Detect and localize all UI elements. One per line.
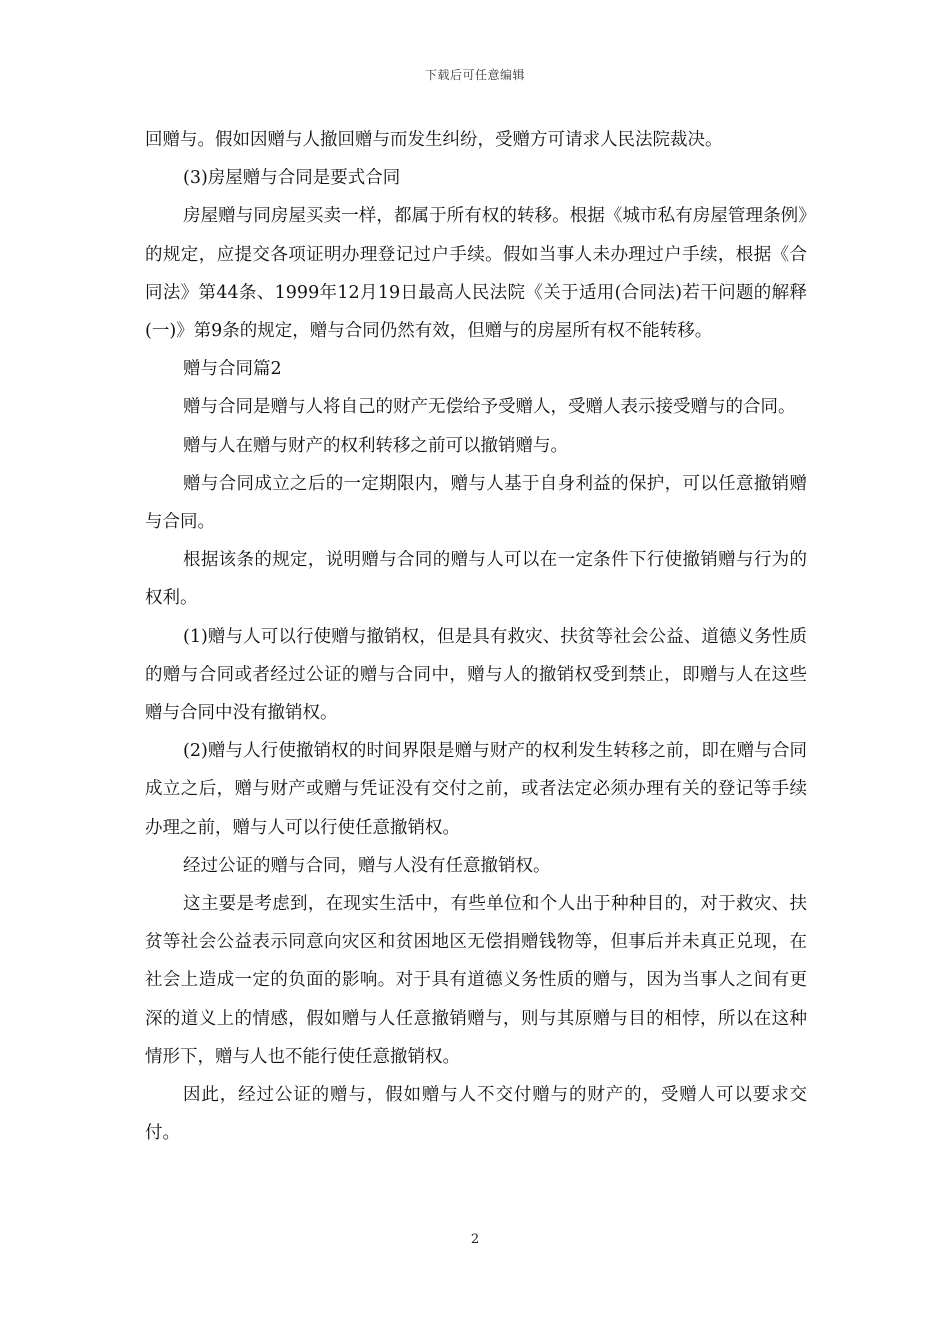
paragraph: 这主要是考虑到，在现实生活中，有些单位和个人出于种种目的，对于救灾、扶贫等社会公益表示同意向灾区和贫困地区无偿捐赠钱物等，但事后并未真正兑现，在社会上造成一定的负面的影响。对于具有道德义务性质的赠与，因为当事人之间有更深的道义上的情感，假如赠与人任意撤销赠与，则与其原赠与目的相悖，所以在这种情形下，赠与人也不能行使任意撤销权。 <box>145 894 807 1067</box>
paragraph: 赠与人在赠与财产的权利转移之前可以撤销赠与。 <box>183 435 568 456</box>
paragraph: 经过公证的赠与合同，赠与人没有任意撤销权。 <box>183 855 551 876</box>
paragraph: 赠与合同是赠与人将自己的财产无偿给予受赠人，受赠人表示接受赠与的合同。 <box>183 397 796 418</box>
paragraph: 房屋赠与同房屋买卖一样，都属于所有权的转移。根据《城市私有房屋管理条例》的规定，应提交各项证明办理登记过户手续。假如当事人未办理过户手续，根据《合同法》第44条、1999年12月19日最高人民法院《关于适用(合同法)若干问题的解释(一)》第9条的规定，赠与合同仍然有效，但赠与的房屋所有权不能转移。 <box>145 206 807 342</box>
paragraph-item-2: (2)赠与人行使撤销权的时间界限是赠与财产的权利发生转移之前，即在赠与合同成立之后，赠与财产或赠与凭证没有交付之前，或者法定必须办理有关的登记等手续办理之前，赠与人可以行使任意撤销权。 <box>145 741 807 838</box>
paragraph: 赠与合同成立之后的一定期限内，赠与人基于自身利益的保护，可以任意撤销赠与合同。 <box>145 473 807 533</box>
paragraph-continuation: 回赠与。假如因赠与人撤回赠与而发生纠纷，受赠方可请求人民法院裁决。 <box>145 130 723 150</box>
paragraph: 根据该条的规定，说明赠与合同的赠与人可以在一定条件下行使撤销赠与行为的权利。 <box>145 550 807 609</box>
paragraph-subheading: (3)房屋赠与合同是要式合同 <box>183 168 401 189</box>
document-body <box>145 121 807 1152</box>
page-header: 下载后可任意编辑 <box>424 68 525 82</box>
section-heading: 赠与合同篇2 <box>183 359 282 380</box>
paragraph-item-1: (1)赠与人可以行使赠与撤销权，但是具有救灾、扶贫等社会公益、道德义务性质的赠与合同或者经过公证的赠与合同中，赠与人的撤销权受到禁止，即赠与人在这些赠与合同中没有撤销权。 <box>145 626 807 724</box>
paragraph: 因此，经过公证的赠与，假如赠与人不交付赠与的财产的，受赠人可以要求交付。 <box>145 1085 807 1144</box>
page-number: 2 <box>470 1232 480 1247</box>
